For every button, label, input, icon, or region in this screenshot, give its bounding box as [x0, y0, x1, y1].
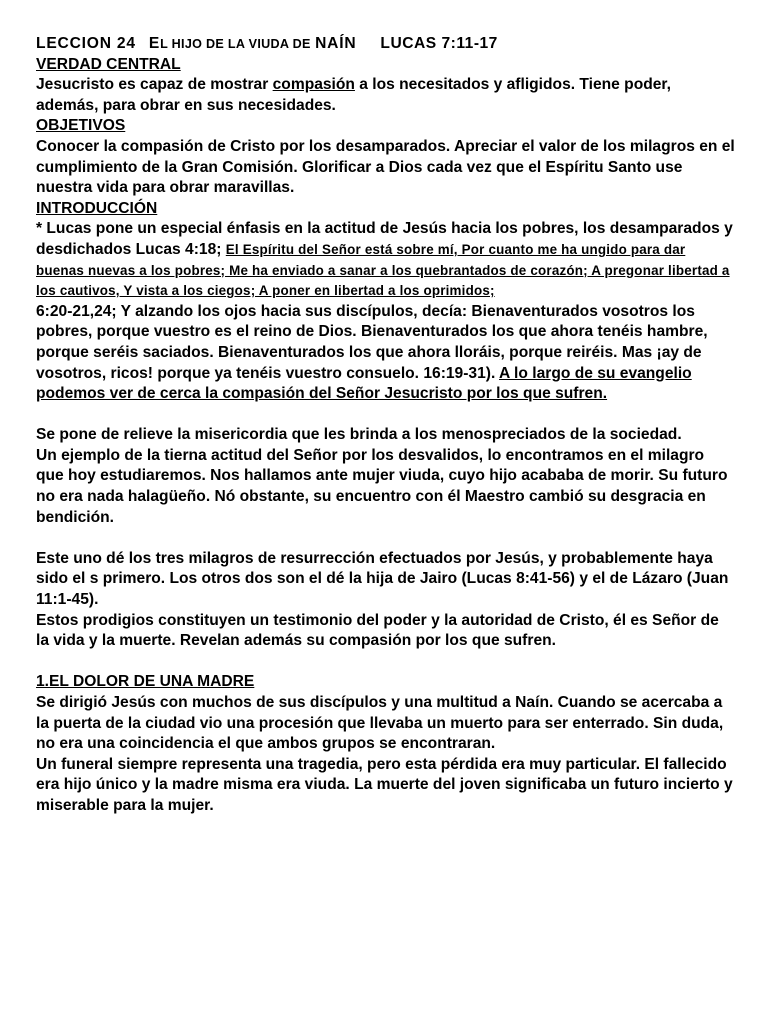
body-paragraph-misericordia: Se pone de relieve la misericordia que les brinda a los menospreciados de la sociedad.: [36, 426, 682, 444]
underlined-conclusion: A lo largo de su evangelio podemos ver de cerca la compasión del Señor Jesucristo por los que sufren.: [36, 364, 692, 403]
body-paragraph-prodigios: Estos prodigios constituyen un testimonio del poder y la autoridad de Cristo, él es Señor de la vida y la muerte. Revelan además su compasión por los que sufren.: [36, 611, 719, 650]
spacer: [36, 652, 736, 673]
section-1-heading: 1.EL DOLOR DE UNA MADRE: [36, 673, 255, 691]
objetivos-text: Conocer la compasión de Cristo por los desamparados. Apreciar el valor de los milagros en el cumplimiento de la Gran Comisión. Glorificar a Dios cada vez que el Espíritu Santo use nuestra vida para obrar maravillas.: [36, 137, 735, 197]
spacer: [36, 528, 736, 549]
introduccion-paragraph-2: 6:20-21,24; Y alzando los ojos hacia sus discípulos, decía: Bienaventurados vosotros los pobres, porque vuestro es el reino de Dios. Bienaventurados los que ahora tenéis hambre, porque seréis saciados. Bienaventurados los que ahora lloráis, porque reiréis. Mas ¡ay de vosotros, ricos! porque ya tenéis vuestro consuelo. 16:19-31). A lo largo de su evangelio podemos ver de cerca la compasión del Señor Jesucristo por los que sufren.: [36, 302, 708, 403]
compasion-keyword: compasión: [272, 76, 355, 94]
scripture-reference: LUCAS 7:11-17: [380, 35, 498, 52]
lesson-number: LECCION 24: [36, 35, 136, 52]
body-paragraph-milagros: Este uno dé los tres milagros de resurrección efectuados por Jesús, y probablemente haya sido el s primero. Los otros dos son el dé la hija de Jairo (Lucas 8:41-56) y el de Lázaro (Juan 11:1-45).: [36, 549, 729, 609]
title-nain: NAÍN: [315, 35, 357, 52]
verdad-central-text: Jesucristo es capaz de mostrar compasión a los necesitados y afligidos. Tiene poder, además, para obrar en sus necesidades.: [36, 76, 671, 114]
document-page: [36, 34, 736, 817]
luke-4-18-quote: El Espíritu del Señor está sobre mí, Por cuanto me ha ungido para dar buenas nuevas a los pobres; Me ha enviado a sanar a los quebrantados de corazón; A pregonar libertad a los cautivos, Y vista a los ciegos; A poner en libertad a los oprimidos;: [36, 241, 730, 299]
objetivos-heading: OBJETIVOS: [36, 117, 126, 135]
introduccion-paragraph-1: * Lucas pone un especial énfasis en la actitud de Jesús hacia los pobres, los desamparados y desdichados Lucas 4:18; El Espíritu del Señor está sobre mí, Por cuanto me ha ungido para dar buenas nuevas a los pobres; Me ha enviado a sanar a los quebrantados de corazón; A pregonar libertad a los cautivos, Y vista a los ciegos; A poner en libertad a los oprimidos;: [36, 220, 733, 299]
verdad-central-heading: VERDAD CENTRAL: [36, 55, 181, 73]
lesson-title: [36, 34, 736, 55]
title-initial: E: [148, 35, 161, 52]
introduccion-heading: INTRODUCCIÓN: [36, 199, 158, 217]
body-paragraph-ejemplo: Un ejemplo de la tierna actitud del Señor por los desvalidos, lo encontramos en el milagro que hoy estudiaremos. Nos hallamos ante mujer viuda, cuyo hijo acababa de morir. Su futuro no era nada halagüeño. Nó obstante, su encuentro con él Maestro cambió su desgracia en bendición.: [36, 446, 728, 526]
spacer: [36, 405, 736, 426]
section-1-paragraph-1: Se dirigió Jesús con muchos de sus discípulos y una multitud a Naín. Cuando se acercaba a la puerta de la ciudad vio una procesión que llevaba un muerto para ser enterrado. Sin duda, no era una coincidencia el que ambos grupos se encontraran.: [36, 694, 724, 753]
title-text: L HIJO DE LA VIUDA DE: [160, 37, 311, 51]
section-1-paragraph-2: Un funeral siempre representa una tragedia, pero esta pérdida era muy particular. El fallecido era hijo único y la madre misma era viuda. La muerte del joven significaba un futuro incierto y miserable para la mujer.: [36, 755, 733, 814]
